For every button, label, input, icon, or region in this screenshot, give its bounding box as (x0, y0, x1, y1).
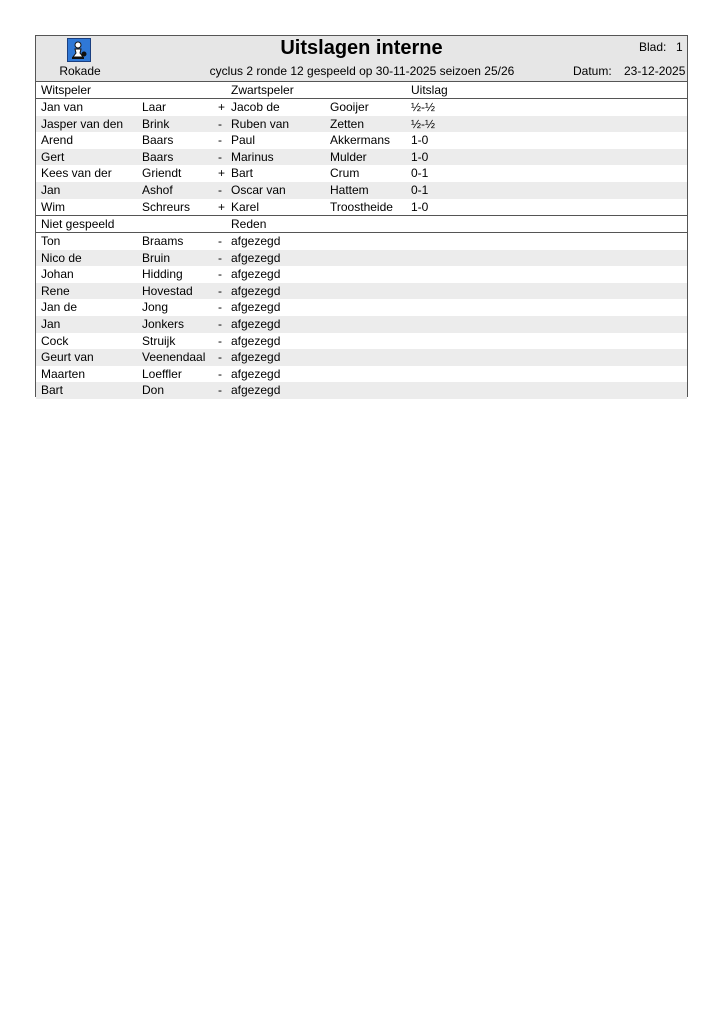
black-last-name: Troostheide (330, 199, 393, 214)
reason: afgezegd (231, 234, 281, 248)
black-last-name: Hattem (330, 183, 369, 197)
result: 1-0 (411, 199, 429, 214)
table-row (36, 199, 687, 216)
black-first-name: Jacob de (231, 100, 280, 114)
result: 0-1 (411, 183, 429, 197)
sign: - (218, 267, 222, 282)
reason: afgezegd (231, 383, 281, 398)
column-header-result: Uitslag (411, 83, 448, 97)
table-row (36, 233, 687, 250)
not-played-header-row (36, 216, 687, 233)
white-last-name: Baars (142, 149, 174, 164)
player-last-name: Struijk (142, 333, 176, 348)
sign: - (218, 333, 222, 348)
table-row (36, 316, 687, 333)
sign: + (218, 166, 226, 181)
round-info: cyclus 2 ronde 12 gespeeld op 30-11-2025 seizoen 25/26 (209, 64, 515, 78)
sign: - (218, 133, 222, 148)
player-first-name: Geurt van (41, 350, 94, 365)
reason: afgezegd (231, 300, 281, 315)
black-last-name: Gooijer (330, 100, 369, 114)
result: 1-0 (411, 133, 429, 148)
sheet-number: 1 (676, 40, 683, 54)
sign: - (218, 350, 222, 365)
sign: + (218, 199, 226, 214)
player-first-name: Maarten (41, 366, 86, 381)
player-last-name: Don (142, 383, 165, 398)
white-first-name: Gert (41, 149, 65, 164)
player-last-name: Bruin (142, 250, 171, 265)
table-row (36, 366, 687, 383)
table-row (36, 116, 687, 133)
white-last-name: Ashof (142, 183, 173, 197)
reason: afgezegd (231, 267, 281, 282)
player-first-name: Nico de (41, 250, 82, 265)
black-first-name: Ruben van (231, 116, 290, 131)
white-last-name: Griendt (142, 166, 182, 181)
player-last-name: Jong (142, 300, 169, 315)
table-row (36, 132, 687, 149)
black-first-name: Paul (231, 133, 256, 148)
column-header-black: Zwartspeler (231, 83, 294, 97)
result: 1-0 (411, 149, 429, 164)
table-row (36, 349, 687, 366)
table-row (36, 333, 687, 350)
player-last-name: Veenendaal (142, 350, 206, 365)
player-first-name: Jan de (41, 300, 78, 315)
page-title: Uitslagen interne (280, 37, 443, 59)
date-value: 23-12-2025 (624, 64, 686, 78)
reason: afgezegd (231, 283, 281, 298)
white-first-name: Jasper van den (41, 116, 124, 131)
white-last-name: Laar (142, 100, 167, 114)
player-last-name: Braams (142, 234, 184, 248)
table-row (36, 250, 687, 267)
reason: afgezegd (231, 250, 281, 265)
sign: - (218, 317, 222, 331)
white-first-name: Jan (41, 183, 61, 197)
black-first-name: Karel (231, 199, 260, 214)
white-first-name: Wim (41, 199, 65, 214)
player-first-name: Rene (41, 283, 70, 298)
player-last-name: Hovestad (142, 283, 193, 298)
sign: + (218, 100, 226, 114)
player-last-name: Hidding (142, 267, 183, 282)
column-header-white: Witspeler (41, 83, 92, 97)
black-first-name: Marinus (231, 149, 274, 164)
black-first-name: Bart (231, 166, 254, 181)
sign: - (218, 183, 222, 197)
player-last-name: Loeffler (142, 366, 182, 381)
club-name: Rokade (59, 64, 101, 78)
white-last-name: Brink (142, 116, 170, 131)
reason-label: Reden (231, 217, 267, 231)
sign: - (218, 250, 222, 265)
results-sheet (35, 35, 688, 397)
sign: - (218, 116, 222, 131)
black-last-name: Mulder (330, 149, 367, 164)
reason: afgezegd (231, 317, 281, 331)
sign: - (218, 149, 222, 164)
black-last-name: Akkermans (330, 133, 391, 148)
date-label: Datum: (573, 64, 612, 78)
sign: - (218, 383, 222, 398)
white-first-name: Kees van der (41, 166, 112, 181)
sign: - (218, 283, 222, 298)
table-row (36, 165, 687, 182)
table-row (36, 99, 687, 116)
player-first-name: Cock (41, 333, 69, 348)
player-first-name: Bart (41, 383, 64, 398)
reason: afgezegd (231, 333, 281, 348)
sheet-header (36, 36, 687, 81)
sheet-number-label: Blad: (639, 40, 667, 54)
column-header-row (36, 82, 687, 99)
black-last-name: Zetten (330, 116, 365, 131)
player-first-name: Jan (41, 317, 61, 331)
sign: - (218, 366, 222, 381)
reason: afgezegd (231, 366, 281, 381)
result: ½-½ (411, 116, 436, 131)
black-last-name: Crum (330, 166, 360, 181)
player-first-name: Ton (41, 234, 61, 248)
player-first-name: Johan (41, 267, 74, 282)
player-last-name: Jonkers (142, 317, 185, 331)
table-row (36, 266, 687, 283)
white-last-name: Baars (142, 133, 174, 148)
white-last-name: Schreurs (142, 199, 191, 214)
table-row (36, 382, 687, 399)
black-first-name: Oscar van (231, 183, 286, 197)
result: ½-½ (411, 100, 436, 114)
white-first-name: Arend (41, 133, 74, 148)
table-row (36, 149, 687, 166)
table-row (36, 283, 687, 300)
sign: - (218, 300, 222, 315)
result: 0-1 (411, 166, 429, 181)
reason: afgezegd (231, 350, 281, 365)
white-first-name: Jan van (41, 100, 84, 114)
sign: - (218, 234, 222, 248)
table-row (36, 182, 687, 199)
not-played-label: Niet gespeeld (41, 217, 115, 231)
table-row (36, 299, 687, 316)
